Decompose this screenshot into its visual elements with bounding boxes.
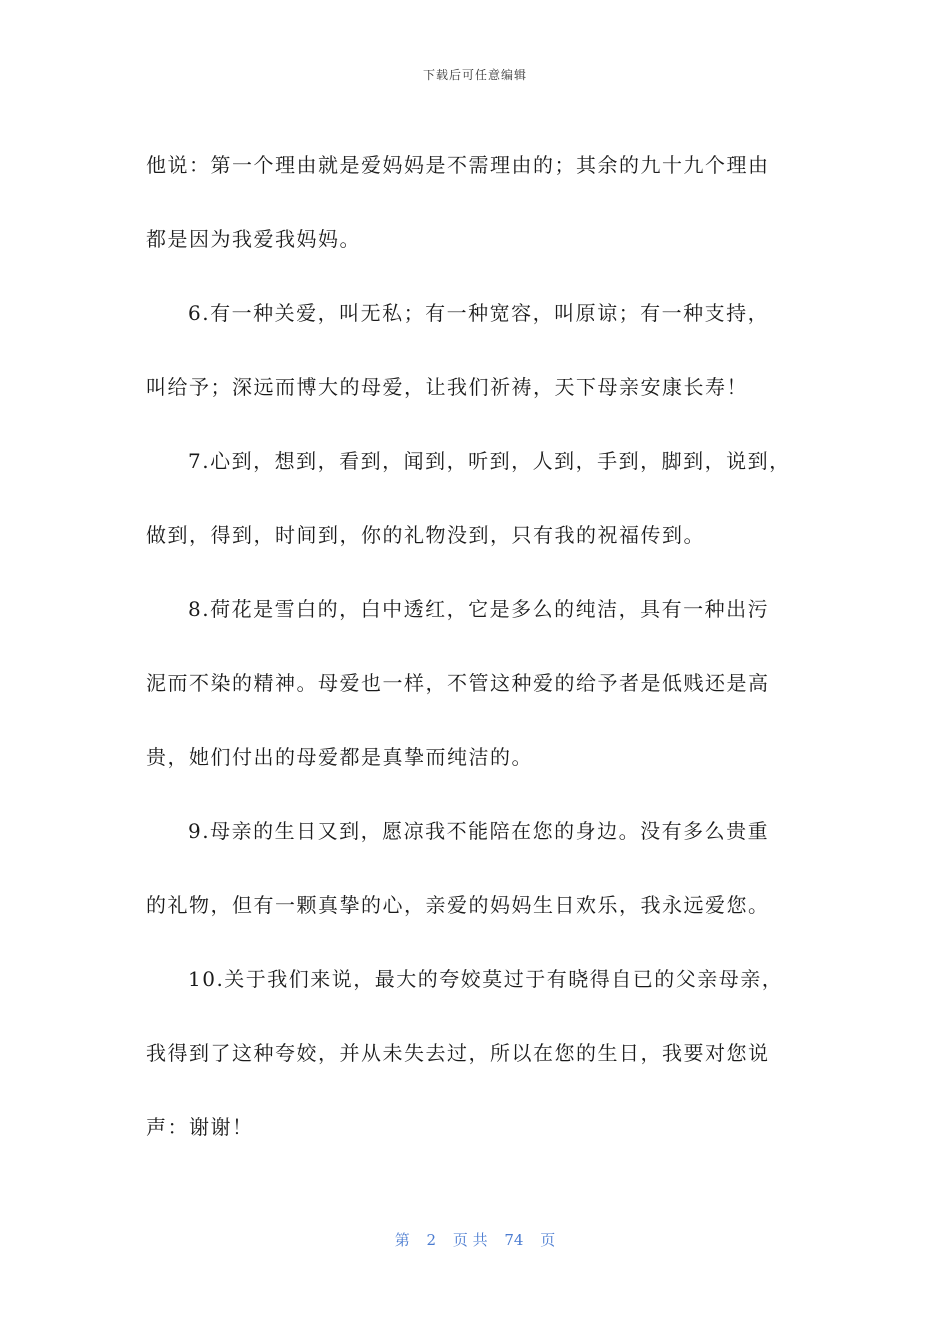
text-line: 都是因为我爱我妈妈。: [146, 227, 361, 251]
document-body: [146, 128, 806, 1164]
text-line: 声：谢谢！: [146, 1115, 254, 1139]
text-line: 他说：第一个理由就是爱妈妈是不需理由的；其余的九十九个理由: [146, 153, 770, 177]
text-line: 泥而不染的精神。母爱也一样，不管这种爱的给予者是低贱还是高: [146, 671, 770, 695]
text-line: 9.母亲的生日又到，愿凉我不能陪在您的身边。没有多么贵重: [188, 819, 770, 843]
text-line: 我得到了这种夸姣，并从未失去过，所以在您的生日，我要对您说: [146, 1041, 770, 1065]
text-line: 贵，她们付出的母爱都是真挚而纯洁的。: [146, 745, 533, 769]
current-page-number: 2: [426, 1231, 437, 1249]
total-pages-number: 74: [504, 1231, 524, 1249]
text-line: 10.关于我们来说，最大的夸姣莫过于有晓得自已的父亲母亲，: [188, 967, 784, 991]
text-line: 8.荷花是雪白的，白中透红，它是多么的纯洁，具有一种出污: [188, 597, 770, 621]
header-note: 下载后可任意编辑: [422, 68, 527, 82]
text-line: 叫给予；深远而博大的母爱，让我们祈祷，天下母亲安康长寿！: [146, 375, 748, 399]
footer-prefix: 第: [394, 1231, 410, 1249]
text-line: 做到，得到，时间到，你的礼物没到，只有我的祝福传到。: [146, 523, 705, 547]
footer-suffix: 页: [540, 1231, 556, 1249]
page-footer: [0, 1229, 950, 1250]
text-line: 7.心到，想到，看到，闻到，听到，人到，手到，脚到，说到，: [188, 449, 791, 473]
footer-middle: 页 共: [452, 1231, 488, 1249]
text-line: 的礼物，但有一颗真挚的心，亲爱的妈妈生日欢乐，我永远爱您。: [146, 893, 770, 917]
text-line: 6.有一种关爱，叫无私；有一种宽容，叫原谅；有一种支持，: [188, 301, 770, 325]
